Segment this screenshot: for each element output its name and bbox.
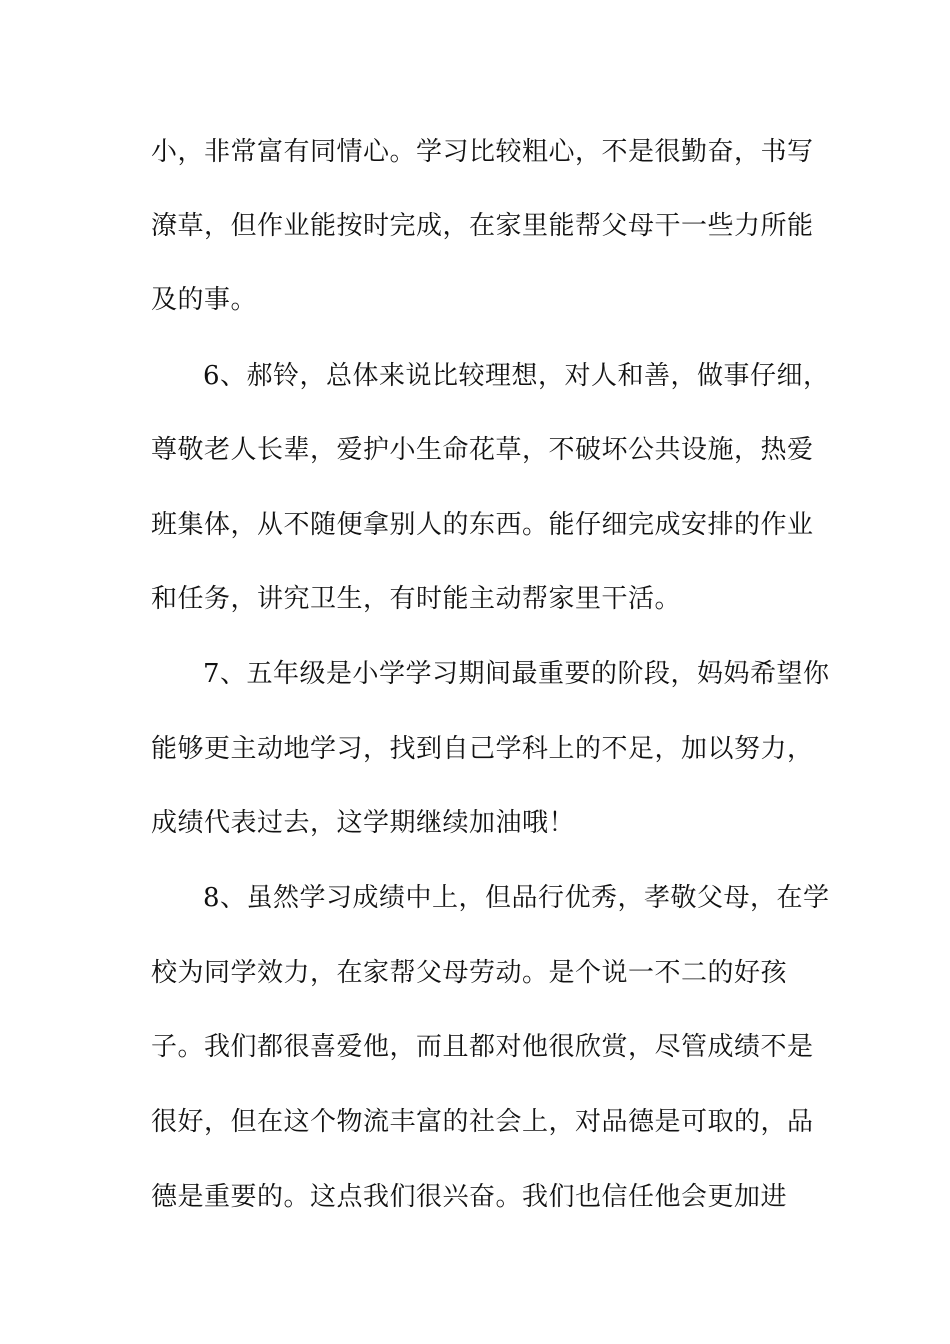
paragraph-start-line: 6、郝铃，总体来说比较理想，对人和善，做事仔细， xyxy=(203,361,830,391)
text-line: 潦草，但作业能按时完成，在家里能帮父母干一些力所能 xyxy=(151,211,814,241)
text-line: 校为同学效力，在家帮父母劳动。是个说一不二的好孩 xyxy=(151,958,788,988)
text-line: 德是重要的。这点我们很兴奋。我们也信任他会更加进 xyxy=(151,1182,788,1212)
text-line: 很好，但在这个物流丰富的社会上，对品德是可取的，品 xyxy=(151,1107,814,1137)
text-line: 尊敬老人长辈，爱护小生命花草，不破坏公共设施，热爱 xyxy=(151,435,814,465)
text-line: 和任务，讲究卫生，有时能主动帮家里干活。 xyxy=(151,584,682,614)
text-line: 班集体，从不随便拿别人的东西。能仔细完成安排的作业 xyxy=(151,510,814,540)
paragraph-start-line: 8、虽然学习成绩中上，但品行优秀，孝敬父母，在学 xyxy=(203,883,830,913)
text-line: 子。我们都很喜爱他，而且都对他很欣赏，尽管成绩不是 xyxy=(151,1032,814,1062)
text-line: 能够更主动地学习，找到自己学科上的不足，加以努力， xyxy=(151,734,814,764)
text-line: 及的事。 xyxy=(151,285,258,315)
text-line: 小，非常富有同情心。学习比较粗心，不是很勤奋，书写 xyxy=(151,137,814,167)
text-line: 成绩代表过去，这学期继续加油哦！ xyxy=(151,808,576,838)
paragraph-start-line: 7、五年级是小学学习期间最重要的阶段，妈妈希望你 xyxy=(203,659,830,689)
